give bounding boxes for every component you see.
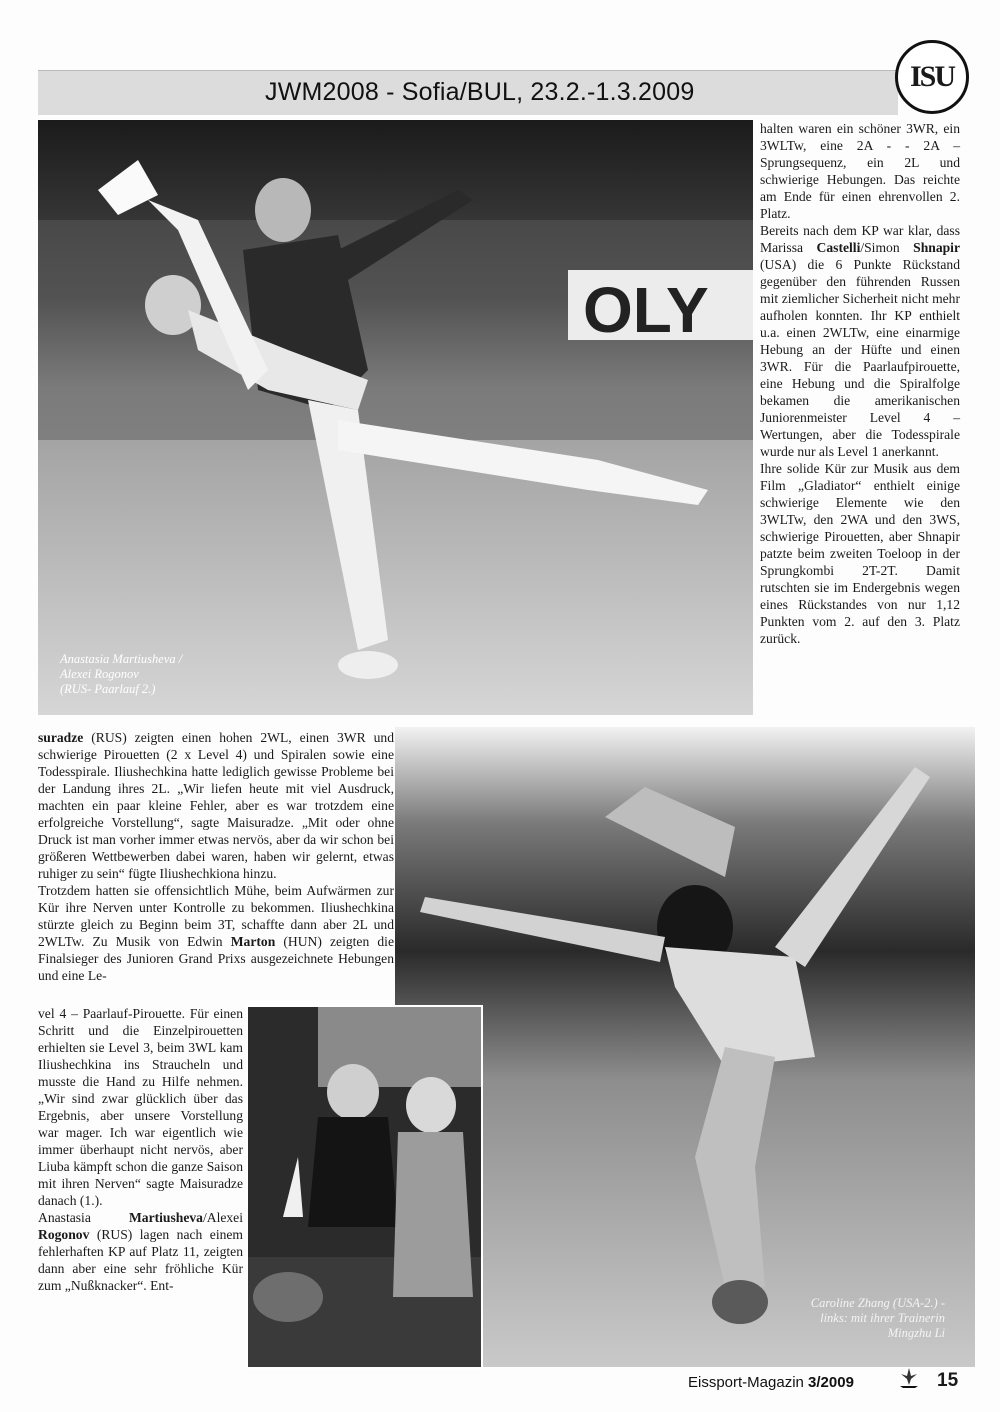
page-number: 15 [937,1370,959,1391]
text-span: (USA) die 6 Punkte Rückstand gegenüber den führenden Russen mit ziemlicher Sicherheit nicht mehr aufholen konnten. Ihr KP enthielt u.a. einen 2WLTw, eine einarmige Hebung an der Hüfte und einen 3WR. Für die Paarlaufpirouette, eine Hebung und die Spiralfolge bekamen die amerikanischen Juniorenmeister Level 4 – Wertungen, aber die Todesspirale wurde nur als Level 1 anerkannt. [760,257,960,459]
paragraph: Ihre solide Kür zur Musik aus dem Film „Gladiator“ enthielt einige schwierige Elemente wie den 3WLTw, den 2WA und den 3WS, schwierige Pirouetten, aber Shnapir patzte beim zweiten Toeloop in der Sprungkombi 2T-2T. Damit rutschten sie im Endergebnis wegen eines Rückstandes von nur 1,12 Punkten vom 2. auf den 3. Platz zurück. [760,461,960,646]
text-span: Trotzdem hatten sie offensichtlich Mühe, beim Aufwärmen zur Kür ihre Nerven unter Kontrolle zu bekommen. Iliushechkina stürzte gleich zu Beginn beim 3T, schaffte dann aber 2L und 2WLTw. Zu Musik von Edwin [38,883,394,949]
article-right-column [760,120,960,647]
paragraph [38,1209,243,1294]
name-bold: Rogonov [38,1227,90,1242]
text-span: /Simon [860,240,914,255]
paragraph [760,222,960,460]
photo2-caption-line: links: mit ihrer Trainerin [820,1311,945,1325]
photo1-caption [60,652,182,697]
banner-text: OLY [583,274,709,346]
text-span: (RUS) lagen nach einem fehlerhaften KP auf Platz 11, zeigten dann aber eine sehr fröhliche Kür zum „Nußknacker“. Ent- [38,1227,243,1293]
name-bold: Castelli [816,240,861,255]
issue-number: 3/2009 [808,1374,854,1391]
paragraph [38,729,394,882]
text-span: Bereits nach dem KP war klar, dass Marissa [760,223,960,255]
photo-pairs-skaters [38,120,753,715]
text-span: (HUN) zeigten die Finalsieger des Junioren Grand Prixs ausgezeichnete Hebungen und eine Le- [38,934,394,983]
photo1-caption-line: (RUS- Paarlauf 2.) [60,682,156,696]
magazine-name: Eissport-Magazin [688,1374,809,1391]
article-left-column [38,729,394,984]
photo1-caption-line: Alexei Rogonov [60,667,139,681]
name-bold: Marton [230,934,276,949]
paragraph: vel 4 – Paarlauf-Pirouette. Für einen Schritt und die Einzelpirouetten erhielten sie Level 3, beim 3WL kam Iliushechkina ins Straucheln und musste die Hand zu Hilfe nehmen. „Wir sind zwar glücklich über das Ergebnis, aber unsere Vorstellung war mager. Ich war eigentlich wie immer überhaupt nicht nervös, aber Liuba kämpft schon die ganze Saison mit ihren Nerven“ sagte Maisuradze danach (1.). [38,1006,243,1208]
photo-coach-and-skater [246,1005,483,1369]
name-bold: Martiusheva [128,1210,203,1225]
photo2-caption [745,1296,945,1341]
footer-magazine [688,1374,854,1391]
photo2-caption-line: Caroline Zhang (USA-2.) - [810,1296,945,1310]
text-span: Anastasia [38,1210,129,1225]
isu-logo-text: ISU [909,60,955,93]
page-title: JWM2008 - Sofia/BUL, 23.2.-1.3.2009 [265,78,695,106]
name-bold: Shnapir [913,240,960,255]
paragraph: halten waren ein schöner 3WR, ein 3WLTw, eine 2A - - 2A – Sprungsequenz, ein 2L und schwierige Hebungen. Das reichte am Ende für einen ehrenvollen 2. Platz. [760,121,960,221]
skater-logo-icon [897,1366,921,1390]
isu-logo [895,40,969,114]
name-bold: suradze [38,730,84,745]
text-span: /Alexei [202,1210,243,1225]
photo1-caption-line: Anastasia Martiusheva / [60,652,183,666]
article-narrow-column [38,1005,243,1294]
photo2-caption-line: Mingzhu Li [887,1326,945,1340]
text-span: (RUS) zeigten einen hohen 2WL, einen 3WR und schwierige Pirouetten (2 x Level 4) und Spiralen sowie eine Todesspirale. Iliushechkina hatte lediglich gewisse Probleme bei der Landung ihres 2L. „Wir liefen heute mit viel Ausdruck, machten ein paar kleine Fehler, aber es war trotzdem eine erfolgreiche Vorstellung“, sagte Maisuradze. „Mit oder ohne Druck ist man vorher immer etwas nervös, aber da wir schon bei größeren Wettbewerben dabei waren, haben wir gelernt, etwas ruhiger zu sein“ fügte Iliushechkiona hinzu. [38,730,394,881]
paragraph [38,882,394,984]
